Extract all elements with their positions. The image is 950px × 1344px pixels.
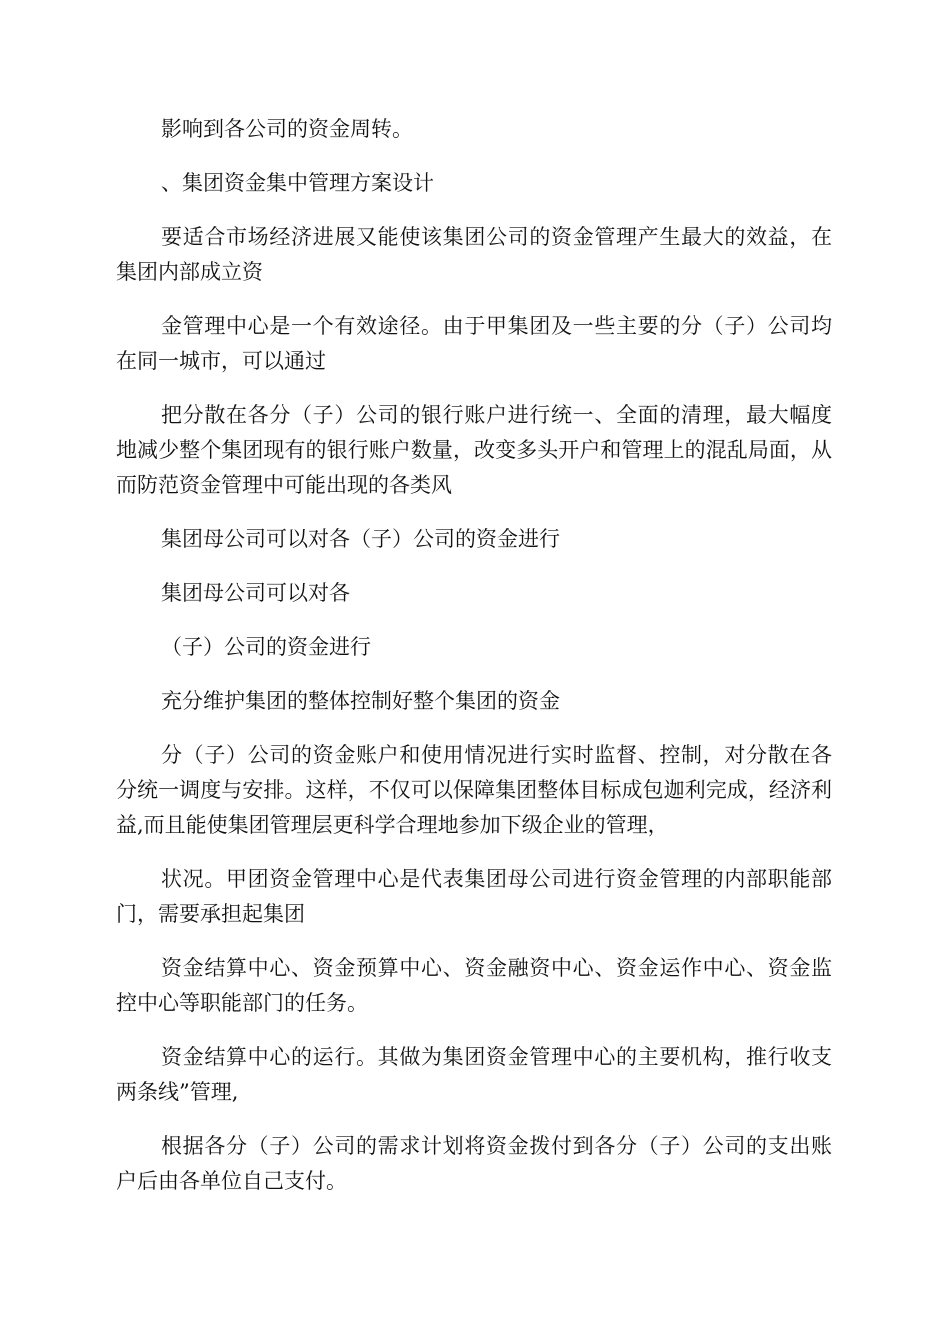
paragraph: 影响到各公司的资金周转。: [161, 117, 413, 141]
paragraph: 集团母公司可以对各（子）公司的资金进行: [161, 527, 560, 551]
paragraph: 金管理中心是一个有效途径。由于甲集团及一些主要的分（子）公司均在同一城市，可以通过: [116, 314, 832, 373]
paragraph: 要适合市场经济进展又能使该集团公司的资金管理产生最大的效益，在集团内部成立资: [116, 225, 832, 284]
paragraph: 把分散在各分（子）公司的银行账户进行统一、全面的清理，最大幅度地减少整个集团现有的银行账户数量，改变多头开户和管理上的混乱局面，从而防范资金管理中可能出现的各类风: [116, 403, 832, 497]
paragraph: 集团母公司可以对各: [161, 581, 350, 605]
section-heading: 、集团资金集中管理方案设计: [161, 171, 434, 195]
paragraph: （子）公司的资金进行: [161, 635, 371, 659]
paragraph: 根据各分（子）公司的需求计划将资金拨付到各分（子）公司的支出账户后由各单位自己支付。: [116, 1134, 832, 1193]
paragraph: 资金结算中心、资金预算中心、资金融资中心、资金运作中心、资金监控中心等职能部门的任务。: [116, 956, 832, 1015]
document-body: [116, 112, 832, 1218]
paragraph: 充分维护集团的整体控制好整个集团的资金: [161, 689, 560, 713]
paragraph: 分（子）公司的资金账户和使用情况进行实时监督、控制，对分散在各分统一调度与安排。这样，不仅可以保障集团整体目标成包迦利完成，经济利益,而且能使集团管理层更科学合理地参加下级企业的管理，: [116, 743, 832, 837]
paragraph: 状况。甲团资金管理中心是代表集团母公司进行资金管理的内部职能部门，需要承担起集团: [116, 867, 832, 926]
paragraph: 资金结算中心的运行。其做为集团资金管理中心的主要机构，推行收支两条线”管理,: [116, 1045, 832, 1104]
